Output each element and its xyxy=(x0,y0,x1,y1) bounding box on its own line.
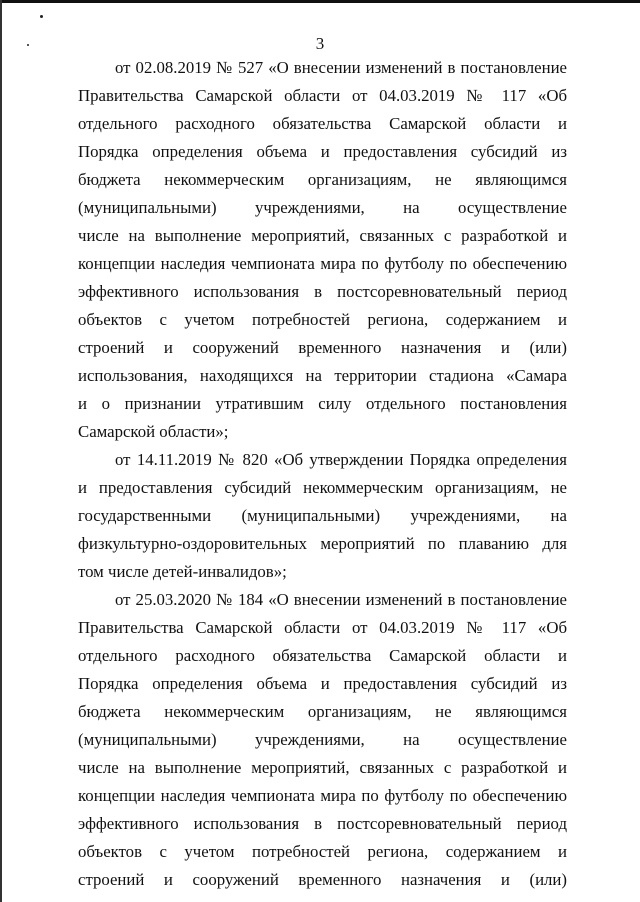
paragraph-2-line: физкультурно-оздоровительных мероприятий по плаванию для xyxy=(78,534,567,553)
scan-left-border xyxy=(0,0,2,902)
paragraph-3-line: (муниципальными) учреждениями, на осуществление xyxy=(78,730,567,749)
paragraph-1-line: концепции наследия чемпионата мира по футболу по обеспечению xyxy=(78,254,567,273)
paragraph-1-line: и о признании утратившим силу отдельного постановления xyxy=(78,394,567,413)
paragraph-1-line: бюджета некоммерческим организациям, не являющимся xyxy=(78,170,567,189)
paragraph-3-line: концепции наследия чемпионата мира по футболу по обеспечению xyxy=(78,786,567,805)
paragraph-3-line: отдельного расходного обязательства Самарской области и xyxy=(78,646,567,665)
paragraph-1-line: от 02.08.2019 № 527 «О внесении изменений в постановление xyxy=(115,58,567,77)
paragraph-1-line: эффективного использования в постсоревновательный период xyxy=(78,282,567,301)
paragraph-2-line: от 14.11.2019 № 820 «Об утверждении Порядка определения xyxy=(115,450,567,469)
paragraph-3-line: строений и сооружений временного назначения и (или) xyxy=(78,870,567,889)
paragraph-1-line: объектов с учетом потребностей региона, содержанием и xyxy=(78,310,567,329)
paragraph-1-line: числе на выполнение мероприятий, связанных с разработкой и xyxy=(78,226,567,245)
paragraph-1-line: Правительства Самарской области от 04.03.2019 № 117 «Об xyxy=(78,86,567,105)
paragraph-1-line: использования, находящихся на территории стадиона «Самара xyxy=(78,366,567,385)
paragraph-3-line: бюджета некоммерческим организациям, не являющимся xyxy=(78,702,567,721)
paragraph-2-line: том числе детей-инвалидов»; xyxy=(78,562,287,581)
paragraph-2-line: государственными (муниципальными) учреждениями, на xyxy=(78,506,567,525)
paragraph-1-line: Порядка определения объема и предоставления субсидий из xyxy=(78,142,567,161)
scan-speck xyxy=(40,15,43,18)
paragraph-1-line: Самарской области»; xyxy=(78,422,229,441)
page-number: 3 xyxy=(315,34,325,53)
paragraph-3-line: объектов с учетом потребностей региона, содержанием и xyxy=(78,842,567,861)
paragraph-3-line: Правительства Самарской области от 04.03.2019 № 117 «Об xyxy=(78,618,567,637)
scan-top-border xyxy=(0,0,640,3)
paragraph-1-line: (муниципальными) учреждениями, на осуществление xyxy=(78,198,567,217)
paragraph-3-line: эффективного использования в постсоревновательный период xyxy=(78,814,567,833)
paragraph-3-line: Порядка определения объема и предоставления субсидий из xyxy=(78,674,567,693)
paragraph-3-line: числе на выполнение мероприятий, связанных с разработкой и xyxy=(78,758,567,777)
paragraph-1-line: строений и сооружений временного назначения и (или) xyxy=(78,338,567,357)
paragraph-2-line: и предоставления субсидий некоммерческим организациям, не xyxy=(78,478,567,497)
paragraph-1-line: отдельного расходного обязательства Самарской области и xyxy=(78,114,567,133)
paragraph-3-line: от 25.03.2020 № 184 «О внесении изменений в постановление xyxy=(115,590,567,609)
